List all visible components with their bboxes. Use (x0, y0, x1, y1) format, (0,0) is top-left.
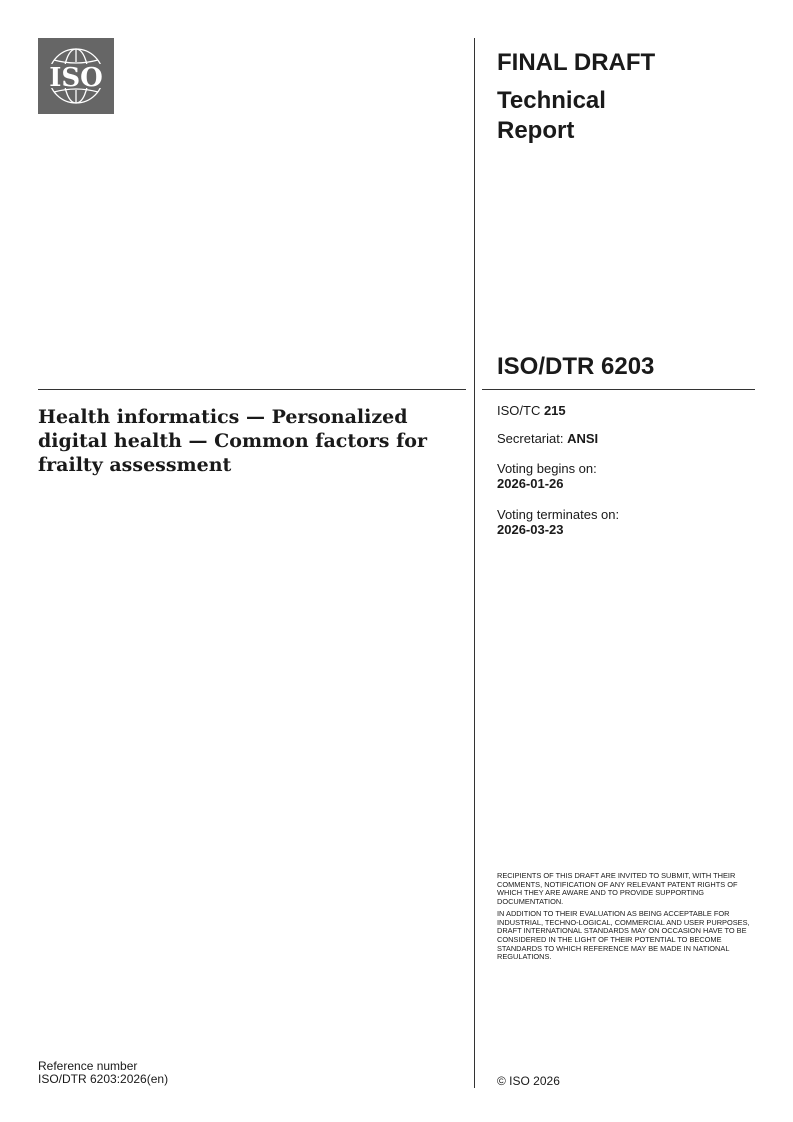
copyright: © ISO 2026 (497, 1074, 560, 1088)
notice-paragraph-2: IN ADDITION TO THEIR EVALUATION AS BEING ACCEPTABLE FOR INDUSTRIAL, TECHNO-LOGICAL, COMMERCIAL AND USER PURPOSES, DRAFT INTERNATIONAL STANDARDS MAY ON OCCASION HAVE TO BE CONSIDERED IN THE LIGHT OF THEIR POTENTIAL TO BECOME STANDARDS TO WHICH REFERENCE MAY BE MADE IN NATIONAL REGULATIONS. (497, 908, 750, 962)
reference-value: ISO/DTR 6203:2026(en) (38, 1072, 169, 1086)
technical-committee (497, 403, 566, 418)
horizontal-divider-left (38, 389, 466, 390)
document-title: Health informatics — Personalized digital health — Common factors for frailty assessment (38, 406, 427, 476)
document-status: FINAL DRAFT (497, 49, 656, 76)
notice-paragraph-1: RECIPIENTS OF THIS DRAFT ARE INVITED TO SUBMIT, WITH THEIR COMMENTS, NOTIFICATION OF ANY RELEVANT PATENT RIGHTS OF WHICH THEY ARE AWARE AND TO PROVIDE SUPPORTING DOCUMENTATION. (497, 871, 738, 907)
secretariat-label: Secretariat: (497, 431, 568, 446)
globe-icon (38, 38, 114, 114)
draft-notice (497, 872, 757, 965)
secretariat-value: ANSI (567, 431, 599, 446)
tc-value: 215 (543, 403, 566, 418)
voting-terminates-date: 2026-03-23 (497, 522, 564, 537)
secretariat (497, 431, 598, 446)
iso-logo (38, 38, 114, 114)
reference-label: Reference number (38, 1059, 138, 1073)
document-type (497, 86, 697, 146)
document-type-line2: Report (497, 117, 575, 144)
horizontal-divider-right (482, 389, 755, 390)
document-type-line1: Technical (497, 87, 606, 114)
voting-terminates (497, 507, 619, 537)
logo-text: ISO (49, 63, 103, 93)
voting-begins-date: 2026-01-26 (497, 476, 564, 491)
voting-terminates-label: Voting terminates on: (497, 507, 620, 522)
document-number: ISO/DTR 6203 (497, 353, 655, 380)
reference-number (38, 1060, 168, 1086)
voting-begins (497, 461, 597, 491)
voting-begins-label: Voting begins on: (497, 461, 597, 476)
vertical-divider (474, 38, 475, 1088)
tc-label: ISO/TC (497, 403, 544, 418)
